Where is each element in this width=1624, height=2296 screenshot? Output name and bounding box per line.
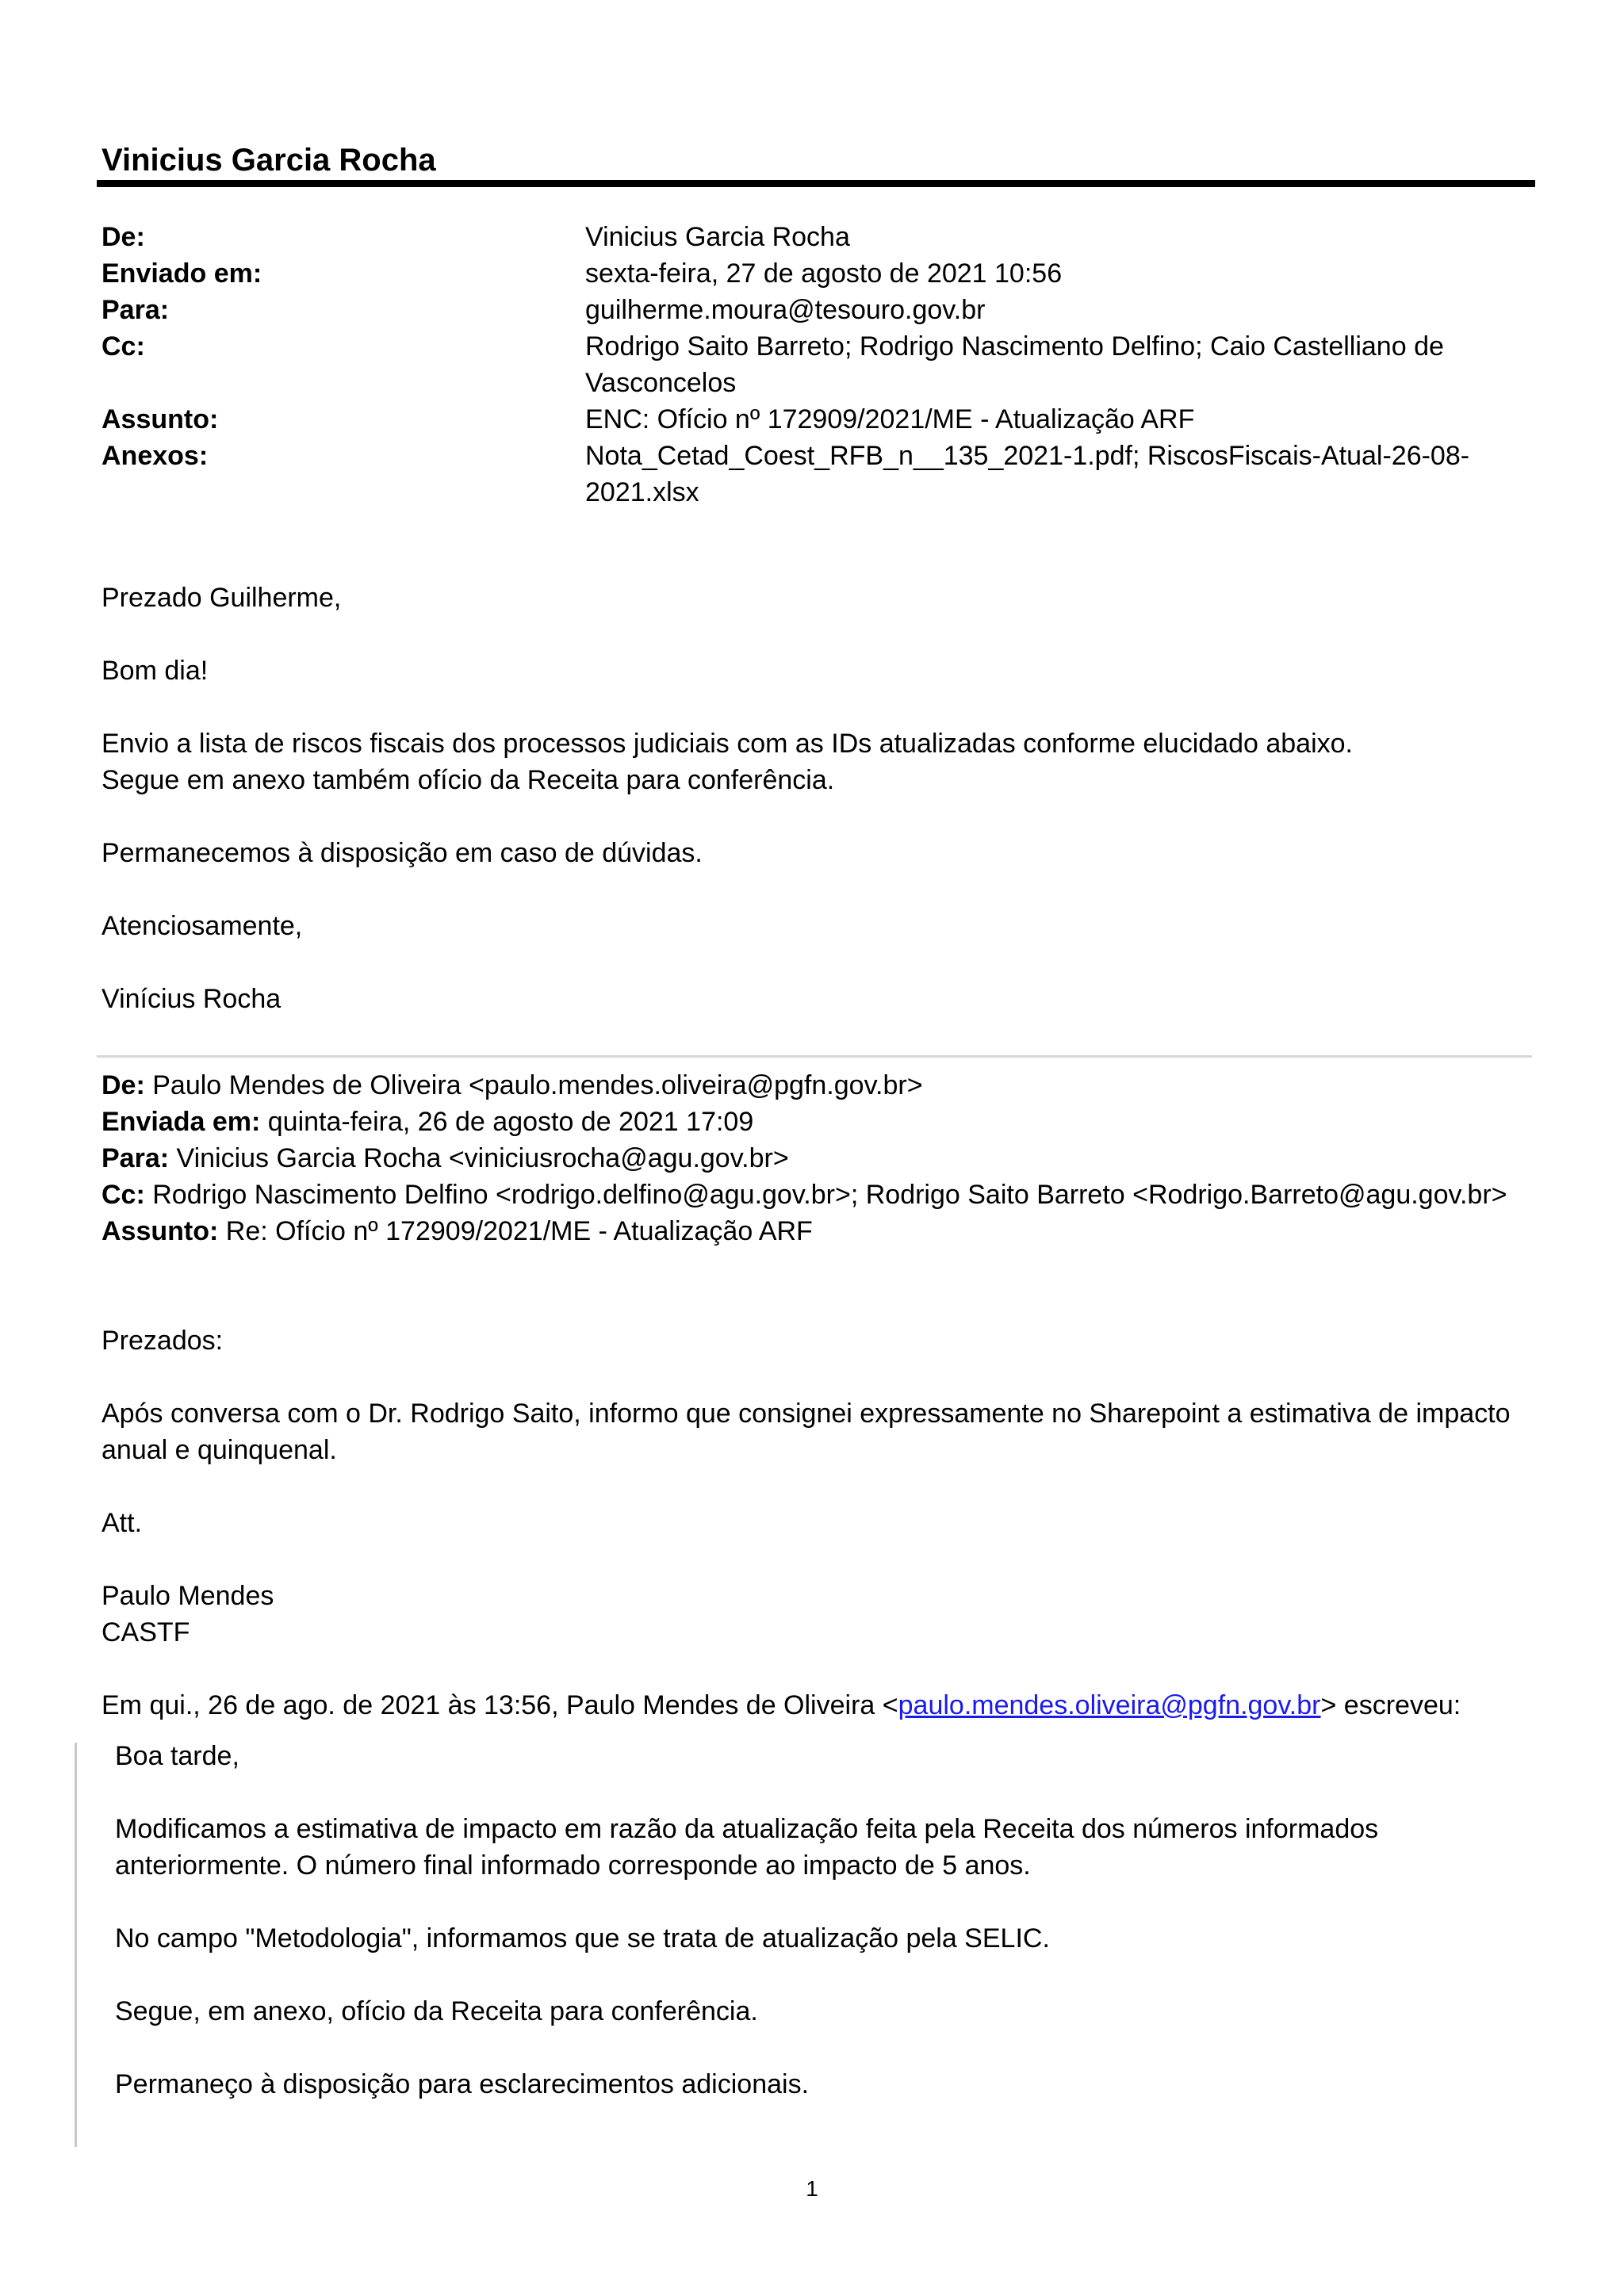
header-row-cc <box>102 328 1529 401</box>
quote-bar <box>75 1743 77 2147</box>
sender-title: Vinicius Garcia Rocha <box>102 143 436 178</box>
fwd-sent-value: quinta-feira, 26 de agosto de 2021 17:09 <box>260 1107 754 1137</box>
fwd-signature-unit: CASTF <box>102 1617 190 1647</box>
fwd-cc-row <box>102 1177 1529 1213</box>
quote-intro-suffix: > escreveu: <box>1320 1690 1461 1720</box>
availability-line: Permanecemos à disposição em caso de dúvidas. <box>102 838 703 868</box>
fwd-from-row <box>102 1067 1529 1104</box>
forwarded-body <box>102 1322 1529 1724</box>
header-row-from <box>102 219 1529 255</box>
fwd-closing: Att. <box>102 1508 143 1538</box>
message-body <box>102 580 1529 1054</box>
forwarded-header <box>102 1067 1529 1249</box>
subject-value: ENC: Ofício nº 172909/2021/ME - Atualização ARF <box>585 404 1195 434</box>
header-row-attachments <box>102 438 1529 511</box>
fwd-signature-name: Paulo Mendes <box>102 1581 274 1611</box>
fwd-to-row <box>102 1140 1529 1177</box>
fwd-from-label: De: <box>102 1070 145 1100</box>
fwd-cc-value: Rodrigo Nascimento Delfino <rodrigo.delfino@agu.gov.br>; Rodrigo Saito Barreto <Rodrigo.Barreto@agu.gov.br> <box>144 1180 1507 1210</box>
quoted-greeting: Boa tarde, <box>115 1741 239 1771</box>
body-line-1: Envio a lista de riscos fiscais dos processos judiciais com as IDs atualizadas conforme elucidado abaixo. <box>102 729 1353 759</box>
subject-label: Assunto: <box>102 404 219 434</box>
closing: Atenciosamente, <box>102 911 303 941</box>
greeting: Prezado Guilherme, <box>102 583 342 613</box>
body-line-2: Segue em anexo também ofício da Receita para conferência. <box>102 765 835 795</box>
fwd-subject-value: Re: Ofício nº 172909/2021/ME - Atualização ARF <box>218 1216 813 1246</box>
forward-separator <box>97 1055 1532 1058</box>
quoted-paragraph-4: Permaneço à disposição para esclarecimentos adicionais. <box>115 2069 810 2099</box>
fwd-paragraph: Após conversa com o Dr. Rodrigo Saito, informo que consignei expressamente no Sharepoint a estimativa de impacto anual e quinquenal. <box>102 1399 1511 1465</box>
quoted-message <box>115 1738 1526 2139</box>
to-value: guilherme.moura@tesouro.gov.br <box>585 295 986 325</box>
attachments-label: Anexos: <box>102 441 209 471</box>
salutation: Bom dia! <box>102 656 209 686</box>
title-divider <box>97 180 1535 187</box>
fwd-from-value: Paulo Mendes de Oliveira <paulo.mendes.oliveira@pgfn.gov.br> <box>144 1070 923 1100</box>
fwd-to-value: Vinicius Garcia Rocha <viniciusrocha@agu.gov.br> <box>169 1143 789 1173</box>
fwd-to-label: Para: <box>102 1143 170 1173</box>
fwd-subject-label: Assunto: <box>102 1216 219 1246</box>
cc-value: Rodrigo Saito Barreto; Rodrigo Nascimento Delfino; Caio Castelliano de Vasconcelos <box>585 331 1444 398</box>
signature: Vinícius Rocha <box>102 984 282 1014</box>
fwd-cc-label: Cc: <box>102 1180 145 1210</box>
sent-value: sexta-feira, 27 de agosto de 2021 10:56 <box>585 258 1063 289</box>
quoted-paragraph-3: Segue, em anexo, ofício da Receita para conferência. <box>115 1996 758 2026</box>
attachments-value: Nota_Cetad_Coest_RFB_n__135_2021-1.pdf; RiscosFiscais-Atual-26-08-2021.xlsx <box>585 441 1470 507</box>
cc-label: Cc: <box>102 331 145 362</box>
to-label: Para: <box>102 295 170 325</box>
from-label: De: <box>102 222 145 252</box>
fwd-greeting: Prezados: <box>102 1326 224 1356</box>
header-row-subject <box>102 401 1529 438</box>
email-header <box>102 219 1529 511</box>
fwd-subject-row <box>102 1213 1529 1249</box>
quote-intro-prefix: Em qui., 26 de ago. de 2021 às 13:56, Paulo Mendes de Oliveira < <box>102 1690 898 1720</box>
fwd-sent-row <box>102 1104 1529 1140</box>
header-row-to <box>102 292 1529 328</box>
quoted-paragraph-1: Modificamos a estimativa de impacto em razão da atualização feita pela Receita dos números informados anteriormente. O número final informado corresponde ao impacto de 5 anos. <box>115 1814 1379 1881</box>
quote-intro <box>102 1687 1529 1724</box>
from-value: Vinicius Garcia Rocha <box>585 222 850 252</box>
header-row-sent <box>102 255 1529 292</box>
fwd-sent-label: Enviada em: <box>102 1107 261 1137</box>
sent-label: Enviado em: <box>102 258 262 289</box>
page-number: 1 <box>806 2176 818 2201</box>
email-link[interactable]: paulo.mendes.oliveira@pgfn.gov.br <box>898 1690 1321 1720</box>
quoted-paragraph-2: No campo "Metodologia", informamos que se trata de atualização pela SELIC. <box>115 1923 1050 1954</box>
